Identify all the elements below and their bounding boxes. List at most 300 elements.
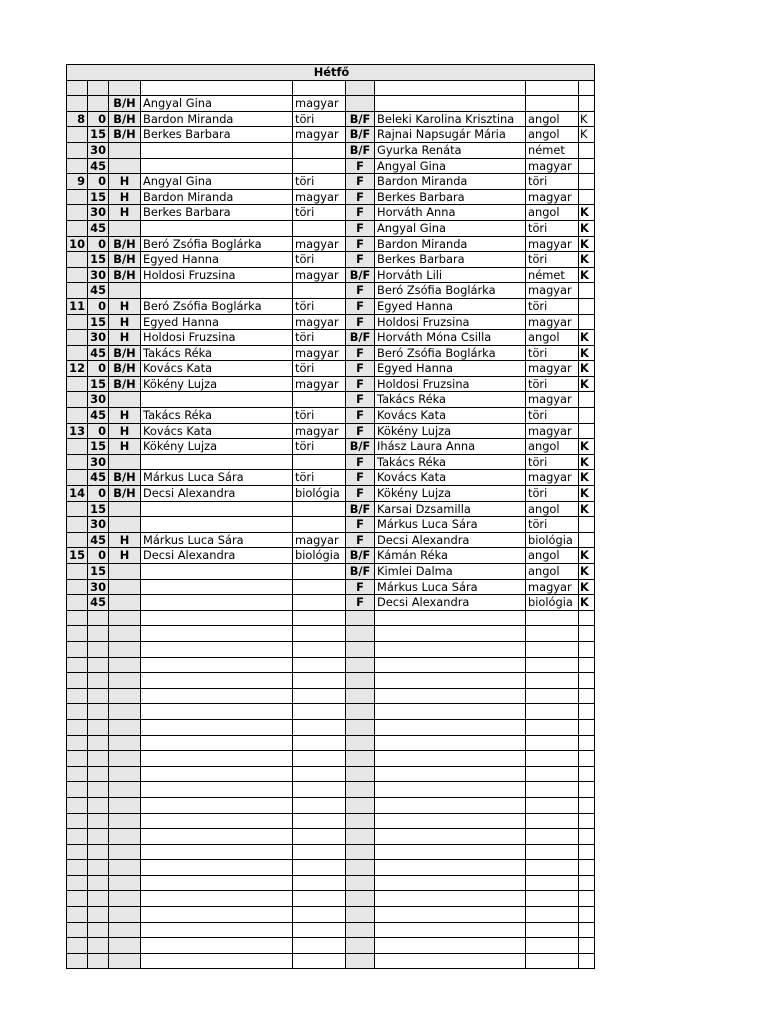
right-name-cell[interactable]: Holdosi Fruzsina — [375, 376, 526, 392]
left-code-cell[interactable] — [109, 142, 141, 158]
left-code-cell[interactable] — [109, 501, 141, 517]
minute-cell[interactable] — [88, 953, 109, 969]
right-subject-cell[interactable] — [526, 641, 579, 657]
left-subject-cell[interactable]: magyar — [293, 345, 346, 361]
k-mark-cell[interactable] — [579, 283, 595, 299]
left-code-cell[interactable]: H — [109, 298, 141, 314]
right-name-cell[interactable] — [375, 80, 526, 96]
right-name-cell[interactable]: Karsai Dzsamilla — [375, 501, 526, 517]
k-mark-cell[interactable]: K — [579, 564, 595, 580]
right-code-cell[interactable] — [346, 953, 375, 969]
left-name-cell[interactable]: Angyal Gina — [141, 174, 293, 190]
minute-cell[interactable]: 15 — [88, 252, 109, 268]
minute-cell[interactable] — [88, 922, 109, 938]
left-code-cell[interactable]: B/H — [109, 111, 141, 127]
k-mark-cell[interactable] — [579, 922, 595, 938]
left-subject-cell[interactable] — [293, 922, 346, 938]
left-code-cell[interactable] — [109, 673, 141, 689]
right-name-cell[interactable] — [375, 829, 526, 845]
right-subject-cell[interactable] — [526, 704, 579, 720]
k-mark-cell[interactable]: K — [579, 220, 595, 236]
right-subject-cell[interactable] — [526, 875, 579, 891]
left-subject-cell[interactable] — [293, 517, 346, 533]
left-code-cell[interactable] — [109, 782, 141, 798]
hour-cell[interactable] — [67, 579, 88, 595]
right-subject-cell[interactable]: töri — [526, 486, 579, 502]
right-name-cell[interactable]: Bardon Miranda — [375, 236, 526, 252]
minute-cell[interactable]: 0 — [88, 548, 109, 564]
right-subject-cell[interactable]: töri — [526, 345, 579, 361]
right-name-cell[interactable] — [375, 751, 526, 767]
left-name-cell[interactable] — [141, 875, 293, 891]
right-name-cell[interactable] — [375, 797, 526, 813]
left-code-cell[interactable] — [109, 283, 141, 299]
hour-cell[interactable] — [67, 829, 88, 845]
hour-cell[interactable] — [67, 158, 88, 174]
hour-cell[interactable] — [67, 813, 88, 829]
right-subject-cell[interactable]: angol — [526, 111, 579, 127]
left-name-cell[interactable] — [141, 564, 293, 580]
minute-cell[interactable]: 45 — [88, 532, 109, 548]
left-name-cell[interactable] — [141, 891, 293, 907]
k-mark-cell[interactable] — [579, 142, 595, 158]
hour-cell[interactable] — [67, 501, 88, 517]
minute-cell[interactable] — [88, 829, 109, 845]
left-subject-cell[interactable]: töri — [293, 439, 346, 455]
minute-cell[interactable] — [88, 610, 109, 626]
right-name-cell[interactable] — [375, 626, 526, 642]
minute-cell[interactable] — [88, 844, 109, 860]
minute-cell[interactable]: 15 — [88, 189, 109, 205]
left-code-cell[interactable]: H — [109, 330, 141, 346]
left-subject-cell[interactable] — [293, 501, 346, 517]
left-name-cell[interactable]: Bardon Miranda — [141, 111, 293, 127]
k-mark-cell[interactable] — [579, 735, 595, 751]
hour-cell[interactable] — [67, 314, 88, 330]
left-code-cell[interactable]: B/H — [109, 361, 141, 377]
right-name-cell[interactable] — [375, 735, 526, 751]
k-mark-cell[interactable]: K — [579, 376, 595, 392]
minute-cell[interactable]: 45 — [88, 283, 109, 299]
minute-cell[interactable]: 0 — [88, 236, 109, 252]
hour-cell[interactable] — [67, 345, 88, 361]
left-name-cell[interactable] — [141, 626, 293, 642]
right-name-cell[interactable] — [375, 719, 526, 735]
left-subject-cell[interactable]: töri — [293, 298, 346, 314]
k-mark-cell[interactable] — [579, 751, 595, 767]
k-mark-cell[interactable]: K — [579, 127, 595, 143]
left-code-cell[interactable] — [109, 704, 141, 720]
left-subject-cell[interactable]: töri — [293, 330, 346, 346]
right-code-cell[interactable]: F — [346, 361, 375, 377]
right-name-cell[interactable] — [375, 938, 526, 954]
right-code-cell[interactable]: F — [346, 595, 375, 611]
left-subject-cell[interactable]: magyar — [293, 189, 346, 205]
left-code-cell[interactable]: H — [109, 548, 141, 564]
right-name-cell[interactable]: Holdosi Fruzsina — [375, 314, 526, 330]
right-code-cell[interactable]: F — [346, 532, 375, 548]
right-code-cell[interactable] — [346, 704, 375, 720]
left-code-cell[interactable]: H — [109, 174, 141, 190]
hour-cell[interactable]: 14 — [67, 486, 88, 502]
right-subject-cell[interactable] — [526, 751, 579, 767]
left-name-cell[interactable]: Kökény Lujza — [141, 376, 293, 392]
right-name-cell[interactable]: Márkus Luca Sára — [375, 517, 526, 533]
right-subject-cell[interactable]: angol — [526, 205, 579, 221]
right-code-cell[interactable]: F — [346, 454, 375, 470]
k-mark-cell[interactable]: K — [579, 501, 595, 517]
left-name-cell[interactable] — [141, 517, 293, 533]
minute-cell[interactable]: 0 — [88, 298, 109, 314]
k-mark-cell[interactable] — [579, 80, 595, 96]
minute-cell[interactable]: 45 — [88, 595, 109, 611]
minute-cell[interactable]: 15 — [88, 564, 109, 580]
right-subject-cell[interactable]: magyar — [526, 423, 579, 439]
hour-cell[interactable] — [67, 953, 88, 969]
right-subject-cell[interactable]: német — [526, 267, 579, 283]
right-code-cell[interactable] — [346, 907, 375, 923]
hour-cell[interactable] — [67, 595, 88, 611]
left-subject-cell[interactable] — [293, 829, 346, 845]
minute-cell[interactable]: 15 — [88, 314, 109, 330]
left-name-cell[interactable] — [141, 657, 293, 673]
right-code-cell[interactable] — [346, 641, 375, 657]
k-mark-cell[interactable] — [579, 314, 595, 330]
left-name-cell[interactable] — [141, 454, 293, 470]
left-code-cell[interactable]: B/H — [109, 267, 141, 283]
right-code-cell[interactable] — [346, 751, 375, 767]
left-code-cell[interactable] — [109, 735, 141, 751]
left-name-cell[interactable]: Márkus Luca Sára — [141, 470, 293, 486]
right-name-cell[interactable] — [375, 610, 526, 626]
hour-cell[interactable]: 10 — [67, 236, 88, 252]
minute-cell[interactable] — [88, 813, 109, 829]
right-name-cell[interactable] — [375, 704, 526, 720]
k-mark-cell[interactable] — [579, 626, 595, 642]
right-subject-cell[interactable] — [526, 735, 579, 751]
left-name-cell[interactable]: Angyal Gina — [141, 96, 293, 112]
right-subject-cell[interactable] — [526, 844, 579, 860]
right-code-cell[interactable]: F — [346, 579, 375, 595]
hour-cell[interactable]: 11 — [67, 298, 88, 314]
k-mark-cell[interactable] — [579, 875, 595, 891]
left-subject-cell[interactable] — [293, 392, 346, 408]
left-code-cell[interactable] — [109, 688, 141, 704]
right-subject-cell[interactable] — [526, 719, 579, 735]
left-code-cell[interactable]: B/H — [109, 236, 141, 252]
left-name-cell[interactable] — [141, 953, 293, 969]
left-name-cell[interactable]: Beró Zsófia Boglárka — [141, 236, 293, 252]
left-subject-cell[interactable] — [293, 704, 346, 720]
right-code-cell[interactable] — [346, 626, 375, 642]
left-name-cell[interactable] — [141, 595, 293, 611]
right-name-cell[interactable] — [375, 766, 526, 782]
left-subject-cell[interactable]: magyar — [293, 127, 346, 143]
hour-cell[interactable] — [67, 844, 88, 860]
right-subject-cell[interactable]: töri — [526, 517, 579, 533]
right-code-cell[interactable]: B/F — [346, 330, 375, 346]
right-name-cell[interactable]: Ihász Laura Anna — [375, 439, 526, 455]
right-subject-cell[interactable]: német — [526, 142, 579, 158]
right-name-cell[interactable]: Egyed Hanna — [375, 361, 526, 377]
right-subject-cell[interactable]: angol — [526, 564, 579, 580]
minute-cell[interactable]: 30 — [88, 142, 109, 158]
left-code-cell[interactable] — [109, 907, 141, 923]
left-name-cell[interactable] — [141, 673, 293, 689]
hour-cell[interactable]: 8 — [67, 111, 88, 127]
right-name-cell[interactable] — [375, 844, 526, 860]
right-name-cell[interactable] — [375, 891, 526, 907]
right-code-cell[interactable] — [346, 875, 375, 891]
right-subject-cell[interactable] — [526, 829, 579, 845]
hour-cell[interactable] — [67, 860, 88, 876]
left-code-cell[interactable] — [109, 392, 141, 408]
right-subject-cell[interactable] — [526, 797, 579, 813]
right-code-cell[interactable]: B/F — [346, 564, 375, 580]
left-code-cell[interactable] — [109, 875, 141, 891]
minute-cell[interactable]: 0 — [88, 423, 109, 439]
right-name-cell[interactable] — [375, 922, 526, 938]
hour-cell[interactable] — [67, 220, 88, 236]
right-subject-cell[interactable]: magyar — [526, 392, 579, 408]
right-name-cell[interactable] — [375, 860, 526, 876]
hour-cell[interactable] — [67, 80, 88, 96]
right-name-cell[interactable]: Beró Zsófia Boglárka — [375, 283, 526, 299]
minute-cell[interactable]: 45 — [88, 470, 109, 486]
right-code-cell[interactable]: F — [346, 486, 375, 502]
left-code-cell[interactable]: H — [109, 532, 141, 548]
right-code-cell[interactable] — [346, 860, 375, 876]
left-name-cell[interactable]: Egyed Hanna — [141, 252, 293, 268]
left-name-cell[interactable] — [141, 392, 293, 408]
hour-cell[interactable] — [67, 875, 88, 891]
left-name-cell[interactable] — [141, 922, 293, 938]
right-code-cell[interactable]: F — [346, 205, 375, 221]
hour-cell[interactable] — [67, 96, 88, 112]
left-subject-cell[interactable] — [293, 766, 346, 782]
right-subject-cell[interactable]: töri — [526, 376, 579, 392]
left-name-cell[interactable] — [141, 641, 293, 657]
minute-cell[interactable]: 0 — [88, 486, 109, 502]
minute-cell[interactable]: 0 — [88, 361, 109, 377]
right-code-cell[interactable]: B/F — [346, 548, 375, 564]
right-code-cell[interactable]: B/F — [346, 142, 375, 158]
left-subject-cell[interactable] — [293, 953, 346, 969]
left-code-cell[interactable]: H — [109, 408, 141, 424]
minute-cell[interactable]: 30 — [88, 392, 109, 408]
right-name-cell[interactable]: Kámán Réka — [375, 548, 526, 564]
right-code-cell[interactable] — [346, 938, 375, 954]
hour-cell[interactable] — [67, 127, 88, 143]
k-mark-cell[interactable] — [579, 517, 595, 533]
left-subject-cell[interactable] — [293, 860, 346, 876]
right-subject-cell[interactable] — [526, 766, 579, 782]
minute-cell[interactable]: 30 — [88, 267, 109, 283]
left-name-cell[interactable]: Bardon Miranda — [141, 189, 293, 205]
right-subject-cell[interactable]: biológia — [526, 595, 579, 611]
left-name-cell[interactable]: Kovács Kata — [141, 423, 293, 439]
hour-cell[interactable] — [67, 564, 88, 580]
k-mark-cell[interactable] — [579, 797, 595, 813]
hour-cell[interactable] — [67, 626, 88, 642]
hour-cell[interactable] — [67, 517, 88, 533]
left-subject-cell[interactable] — [293, 813, 346, 829]
hour-cell[interactable] — [67, 673, 88, 689]
k-mark-cell[interactable] — [579, 860, 595, 876]
right-name-cell[interactable]: Berkes Barbara — [375, 189, 526, 205]
right-code-cell[interactable]: B/F — [346, 267, 375, 283]
k-mark-cell[interactable] — [579, 96, 595, 112]
right-subject-cell[interactable] — [526, 657, 579, 673]
hour-cell[interactable] — [67, 766, 88, 782]
right-subject-cell[interactable]: töri — [526, 220, 579, 236]
k-mark-cell[interactable] — [579, 174, 595, 190]
k-mark-cell[interactable] — [579, 782, 595, 798]
k-mark-cell[interactable] — [579, 189, 595, 205]
left-subject-cell[interactable] — [293, 797, 346, 813]
hour-cell[interactable] — [67, 252, 88, 268]
hour-cell[interactable] — [67, 688, 88, 704]
left-code-cell[interactable]: B/H — [109, 96, 141, 112]
k-mark-cell[interactable] — [579, 673, 595, 689]
minute-cell[interactable] — [88, 797, 109, 813]
right-code-cell[interactable] — [346, 891, 375, 907]
right-name-cell[interactable]: Horváth Móna Csilla — [375, 330, 526, 346]
right-code-cell[interactable] — [346, 80, 375, 96]
left-subject-cell[interactable]: magyar — [293, 267, 346, 283]
left-name-cell[interactable]: Berkes Barbara — [141, 205, 293, 221]
k-mark-cell[interactable] — [579, 813, 595, 829]
left-code-cell[interactable] — [109, 797, 141, 813]
left-subject-cell[interactable] — [293, 142, 346, 158]
right-code-cell[interactable] — [346, 829, 375, 845]
minute-cell[interactable]: 15 — [88, 376, 109, 392]
hour-cell[interactable] — [67, 907, 88, 923]
right-name-cell[interactable] — [375, 688, 526, 704]
left-subject-cell[interactable]: töri — [293, 174, 346, 190]
right-code-cell[interactable]: F — [346, 517, 375, 533]
k-mark-cell[interactable] — [579, 532, 595, 548]
hour-cell[interactable] — [67, 735, 88, 751]
left-name-cell[interactable]: Decsi Alexandra — [141, 548, 293, 564]
minute-cell[interactable] — [88, 626, 109, 642]
left-code-cell[interactable] — [109, 657, 141, 673]
left-name-cell[interactable] — [141, 751, 293, 767]
left-code-cell[interactable] — [109, 844, 141, 860]
left-name-cell[interactable] — [141, 938, 293, 954]
hour-cell[interactable] — [67, 532, 88, 548]
k-mark-cell[interactable] — [579, 423, 595, 439]
right-code-cell[interactable]: F — [346, 408, 375, 424]
right-name-cell[interactable]: Kovács Kata — [375, 408, 526, 424]
k-mark-cell[interactable]: K — [579, 361, 595, 377]
k-mark-cell[interactable]: K — [579, 236, 595, 252]
left-name-cell[interactable]: Decsi Alexandra — [141, 486, 293, 502]
k-mark-cell[interactable]: K — [579, 330, 595, 346]
left-subject-cell[interactable]: töri — [293, 252, 346, 268]
minute-cell[interactable] — [88, 719, 109, 735]
left-name-cell[interactable]: Holdosi Fruzsina — [141, 330, 293, 346]
left-subject-cell[interactable] — [293, 719, 346, 735]
right-subject-cell[interactable] — [526, 938, 579, 954]
left-name-cell[interactable]: Holdosi Fruzsina — [141, 267, 293, 283]
left-subject-cell[interactable] — [293, 564, 346, 580]
right-code-cell[interactable] — [346, 657, 375, 673]
right-subject-cell[interactable] — [526, 922, 579, 938]
k-mark-cell[interactable] — [579, 829, 595, 845]
hour-cell[interactable] — [67, 283, 88, 299]
left-name-cell[interactable]: Kovács Kata — [141, 361, 293, 377]
minute-cell[interactable] — [88, 673, 109, 689]
hour-cell[interactable] — [67, 267, 88, 283]
left-code-cell[interactable] — [109, 860, 141, 876]
k-mark-cell[interactable] — [579, 953, 595, 969]
k-mark-cell[interactable] — [579, 392, 595, 408]
left-subject-cell[interactable]: magyar — [293, 423, 346, 439]
left-subject-cell[interactable] — [293, 891, 346, 907]
left-code-cell[interactable] — [109, 829, 141, 845]
left-code-cell[interactable]: H — [109, 423, 141, 439]
left-name-cell[interactable]: Egyed Hanna — [141, 314, 293, 330]
minute-cell[interactable]: 30 — [88, 205, 109, 221]
right-name-cell[interactable]: Beró Zsófia Boglárka — [375, 345, 526, 361]
minute-cell[interactable]: 30 — [88, 579, 109, 595]
k-mark-cell[interactable]: K — [579, 454, 595, 470]
right-subject-cell[interactable]: töri — [526, 408, 579, 424]
right-subject-cell[interactable] — [526, 96, 579, 112]
right-code-cell[interactable] — [346, 766, 375, 782]
right-subject-cell[interactable]: biológia — [526, 532, 579, 548]
left-subject-cell[interactable] — [293, 657, 346, 673]
left-name-cell[interactable] — [141, 813, 293, 829]
left-subject-cell[interactable] — [293, 595, 346, 611]
right-code-cell[interactable]: F — [346, 189, 375, 205]
left-subject-cell[interactable] — [293, 610, 346, 626]
left-subject-cell[interactable]: magyar — [293, 236, 346, 252]
left-name-cell[interactable] — [141, 860, 293, 876]
right-subject-cell[interactable] — [526, 80, 579, 96]
right-name-cell[interactable] — [375, 782, 526, 798]
left-code-cell[interactable]: B/H — [109, 376, 141, 392]
right-name-cell[interactable]: Gyurka Renáta — [375, 142, 526, 158]
right-subject-cell[interactable] — [526, 907, 579, 923]
minute-cell[interactable] — [88, 751, 109, 767]
right-code-cell[interactable]: F — [346, 283, 375, 299]
minute-cell[interactable]: 30 — [88, 454, 109, 470]
right-subject-cell[interactable]: angol — [526, 127, 579, 143]
hour-cell[interactable] — [67, 938, 88, 954]
right-name-cell[interactable]: Horváth Anna — [375, 205, 526, 221]
k-mark-cell[interactable]: K — [579, 252, 595, 268]
minute-cell[interactable]: 30 — [88, 517, 109, 533]
left-subject-cell[interactable]: töri — [293, 361, 346, 377]
left-code-cell[interactable] — [109, 595, 141, 611]
left-code-cell[interactable]: B/H — [109, 345, 141, 361]
right-name-cell[interactable] — [375, 875, 526, 891]
right-subject-cell[interactable] — [526, 673, 579, 689]
left-name-cell[interactable] — [141, 158, 293, 174]
hour-cell[interactable]: 9 — [67, 174, 88, 190]
left-code-cell[interactable]: H — [109, 314, 141, 330]
k-mark-cell[interactable]: K — [579, 439, 595, 455]
hour-cell[interactable] — [67, 782, 88, 798]
left-code-cell[interactable] — [109, 564, 141, 580]
left-subject-cell[interactable]: magyar — [293, 376, 346, 392]
hour-cell[interactable] — [67, 205, 88, 221]
hour-cell[interactable] — [67, 797, 88, 813]
right-subject-cell[interactable]: töri — [526, 298, 579, 314]
k-mark-cell[interactable] — [579, 610, 595, 626]
